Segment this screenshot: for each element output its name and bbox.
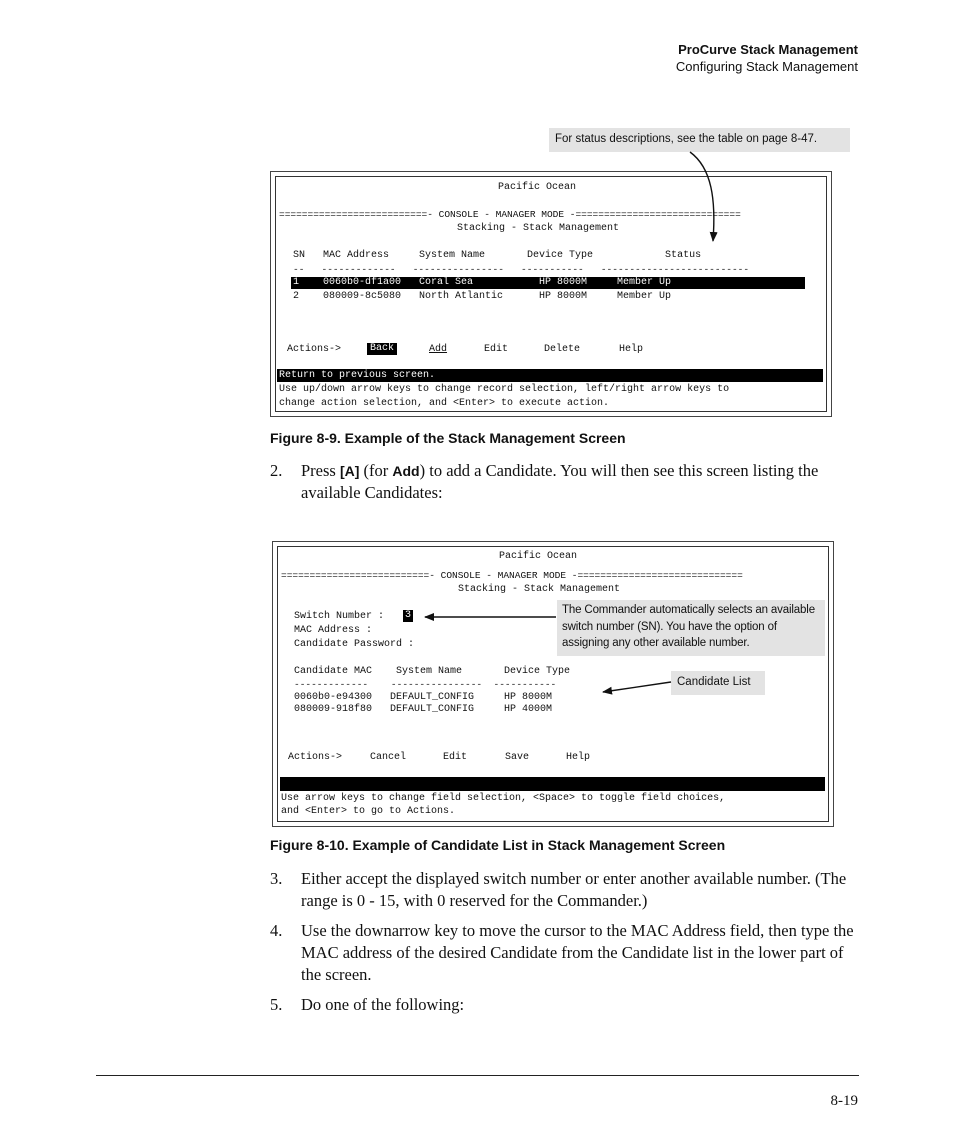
edit-action[interactable]: Edit [443,752,468,763]
status-callout-arrow [690,152,714,241]
delete-action[interactable]: Delete [544,344,581,355]
candidate-row[interactable]: 0060b0-e94300 DEFAULT_CONFIG HP 8000M [294,692,553,703]
screen-title: Pacific Ocean [499,551,578,562]
help-line: change action selection, and <Enter> to execute action. [279,398,610,409]
help-line: Use arrow keys to change field selection, <Space> to toggle field choices, [281,793,726,804]
step-number: 5. [270,995,283,1014]
screen-title: Pacific Ocean [498,182,577,193]
step-text: Do one of the following: [301,995,465,1014]
step-number: 4. [270,921,283,940]
help-action[interactable]: Help [566,752,591,763]
step-text: Either accept the displayed switch number or enter another available number. (The range is 0 - 15, with 0 reserved for the Commander.) [301,869,847,910]
mac-address-label: MAC Address : [294,625,373,636]
page-number: 8-19 [830,1093,858,1109]
cancel-action[interactable]: Cancel [370,752,407,763]
step-5 [270,994,870,1018]
step-text-part: ) to add a Candidate. You will then see this screen listing the available Candidates: [301,461,819,502]
console-mode-line: ==========================- CONSOLE - MANAGER MODE -============================= [279,209,741,220]
candidate-table-header: Candidate MAC System Name Device Type [294,666,571,677]
switch-number-field[interactable]: 3 [405,610,412,621]
step-number: 2. [270,461,283,480]
header-subtitle: Configuring Stack Management [675,59,858,74]
footer-rule [96,1075,859,1076]
commander-callout: The Commander automatically selects an available switch number (SN). You have the option of assigning any other available number. [557,600,825,656]
step-text: Use the downarrow key to move the cursor to the MAC Address field, then type the MAC address of the desired Candidate from the Candidate list in the lower part of the screen. [301,921,854,984]
actions-prefix: Actions-> [288,752,343,763]
figure-caption: Figure 8-9. Example of the Stack Management Screen [270,430,626,446]
candidate-callout-arrow [603,682,671,692]
help-line: Use up/down arrow keys to change record selection, left/right arrow keys to [279,384,730,395]
back-action[interactable]: Back [367,343,397,355]
help-line: and <Enter> to go to Actions. [281,806,456,817]
status-line: Return to previous screen. [279,370,436,381]
candidate-password-label: Candidate Password : [294,639,415,650]
table-row-selected[interactable]: 1 0060b0-df1a00 Coral Sea HP 8000M Member Up [291,277,805,289]
figure-caption: Figure 8-10. Example of Candidate List in Stack Management Screen [270,837,726,853]
table-dashes: -- ------------- ---------------- ----------- -------------------------- [293,264,750,275]
edit-action[interactable]: Edit [484,344,509,355]
header-title: ProCurve Stack Management [678,42,858,57]
candidate-list-callout: Candidate List [671,671,765,695]
table-header: SN MAC Address System Name Device Type Status [293,250,702,261]
key-label: [A] [339,463,360,479]
actions-prefix: Actions-> [287,344,342,355]
help-action[interactable]: Help [619,344,644,355]
screen-subtitle: Stacking - Stack Management [457,223,620,234]
candidate-table-dashes: ------------- ---------------- ----------- [294,679,557,690]
step-number: 3. [270,869,283,888]
step-3 [270,868,870,914]
screen-subtitle: Stacking - Stack Management [458,584,621,595]
table-row[interactable]: 2 080009-8c5080 North Atlantic HP 8000M Member Up [293,291,672,302]
step-text-part: Press [301,461,340,480]
add-action[interactable]: Add [429,344,448,355]
step-text-part: (for [359,461,393,480]
step-4 [270,920,870,988]
candidate-row[interactable]: 080009-918f80 DEFAULT_CONFIG HP 4000M [294,704,553,715]
key-name: Add [392,463,420,479]
save-action[interactable]: Save [505,752,530,763]
console-mode-line: ==========================- CONSOLE - MANAGER MODE -============================= [281,570,743,581]
switch-number-label: Switch Number : [294,611,391,622]
status-callout: For status descriptions, see the table on page 8-47. [549,128,850,152]
